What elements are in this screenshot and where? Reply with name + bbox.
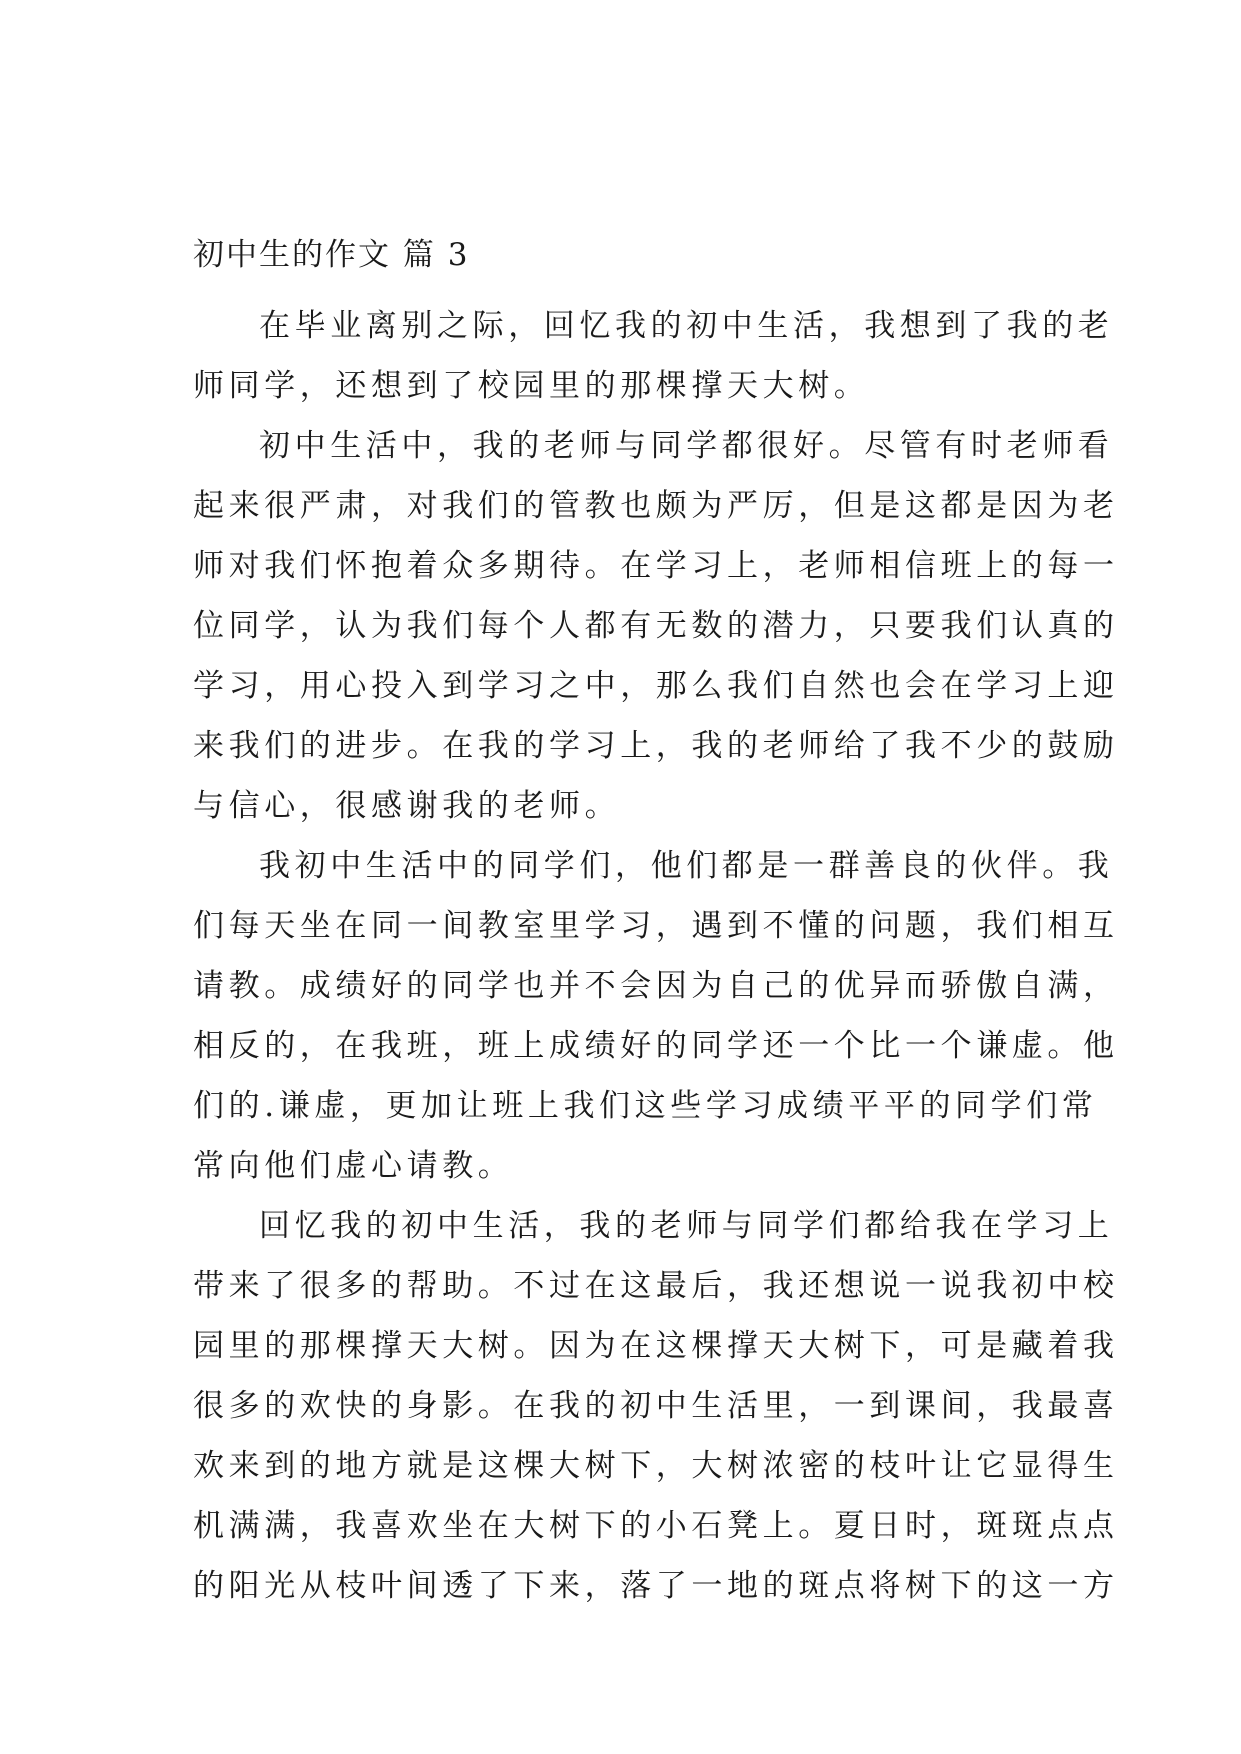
text-line: 起来很严肃，对我们的管教也颇为严厉，但是这都是因为老	[193, 488, 1119, 524]
text-line: 很多的欢快的身影。在我的初中生活里，一到课间，我最喜	[193, 1388, 1119, 1424]
text-line: 们的.谦虚，更加让班上我们这些学习成绩平平的同学们常	[193, 1088, 1098, 1124]
paragraph-3	[193, 836, 1119, 1196]
text-line: 回忆我的初中生活，我的老师与同学们都给我在学习上	[259, 1208, 1114, 1244]
document-title: 初中生的作文 篇 3	[193, 237, 470, 273]
text-line: 相反的，在我班，班上成绩好的同学还一个比一个谦虚。他	[193, 1028, 1119, 1064]
text-line: 初中生活中，我的老师与同学都很好。尽管有时老师看	[259, 428, 1114, 464]
text-line: 常向他们虚心请教。	[193, 1148, 514, 1184]
text-line: 欢来到的地方就是这棵大树下，大树浓密的枝叶让它显得生	[193, 1448, 1119, 1484]
text-line: 带来了很多的帮助。不过在这最后，我还想说一说我初中校	[193, 1268, 1119, 1304]
text-line: 们每天坐在同一间教室里学习，遇到不懂的问题，我们相互	[193, 908, 1119, 944]
text-line: 师对我们怀抱着众多期待。在学习上，老师相信班上的每一	[193, 548, 1119, 584]
document-body	[193, 237, 1119, 1616]
text-line: 与信心，很感谢我的老师。	[193, 788, 621, 824]
text-line: 位同学，认为我们每个人都有无数的潜力，只要我们认真的	[193, 608, 1119, 644]
text-line: 我初中生活中的同学们，他们都是一群善良的伙伴。我	[259, 848, 1114, 884]
text-line: 来我们的进步。在我的学习上，我的老师给了我不少的鼓励	[193, 728, 1119, 764]
text-line: 请教。成绩好的同学也并不会因为自己的优异而骄傲自满，	[193, 968, 1119, 1004]
text-line: 园里的那棵撑天大树。因为在这棵撑天大树下，可是藏着我	[193, 1328, 1119, 1364]
text-line: 机满满，我喜欢坐在大树下的小石凳上。夏日时，斑斑点点	[193, 1508, 1119, 1544]
paragraph-4	[193, 1196, 1119, 1616]
paragraph-1	[193, 296, 1114, 416]
text-line: 的阳光从枝叶间透了下来，落了一地的斑点将树下的这一方	[193, 1568, 1119, 1604]
text-line: 在毕业离别之际，回忆我的初中生活，我想到了我的老	[259, 308, 1114, 344]
text-line: 师同学，还想到了校园里的那棵撑天大树。	[193, 368, 870, 404]
paragraph-2	[193, 416, 1119, 836]
text-line: 学习，用心投入到学习之中，那么我们自然也会在学习上迎	[193, 668, 1119, 704]
